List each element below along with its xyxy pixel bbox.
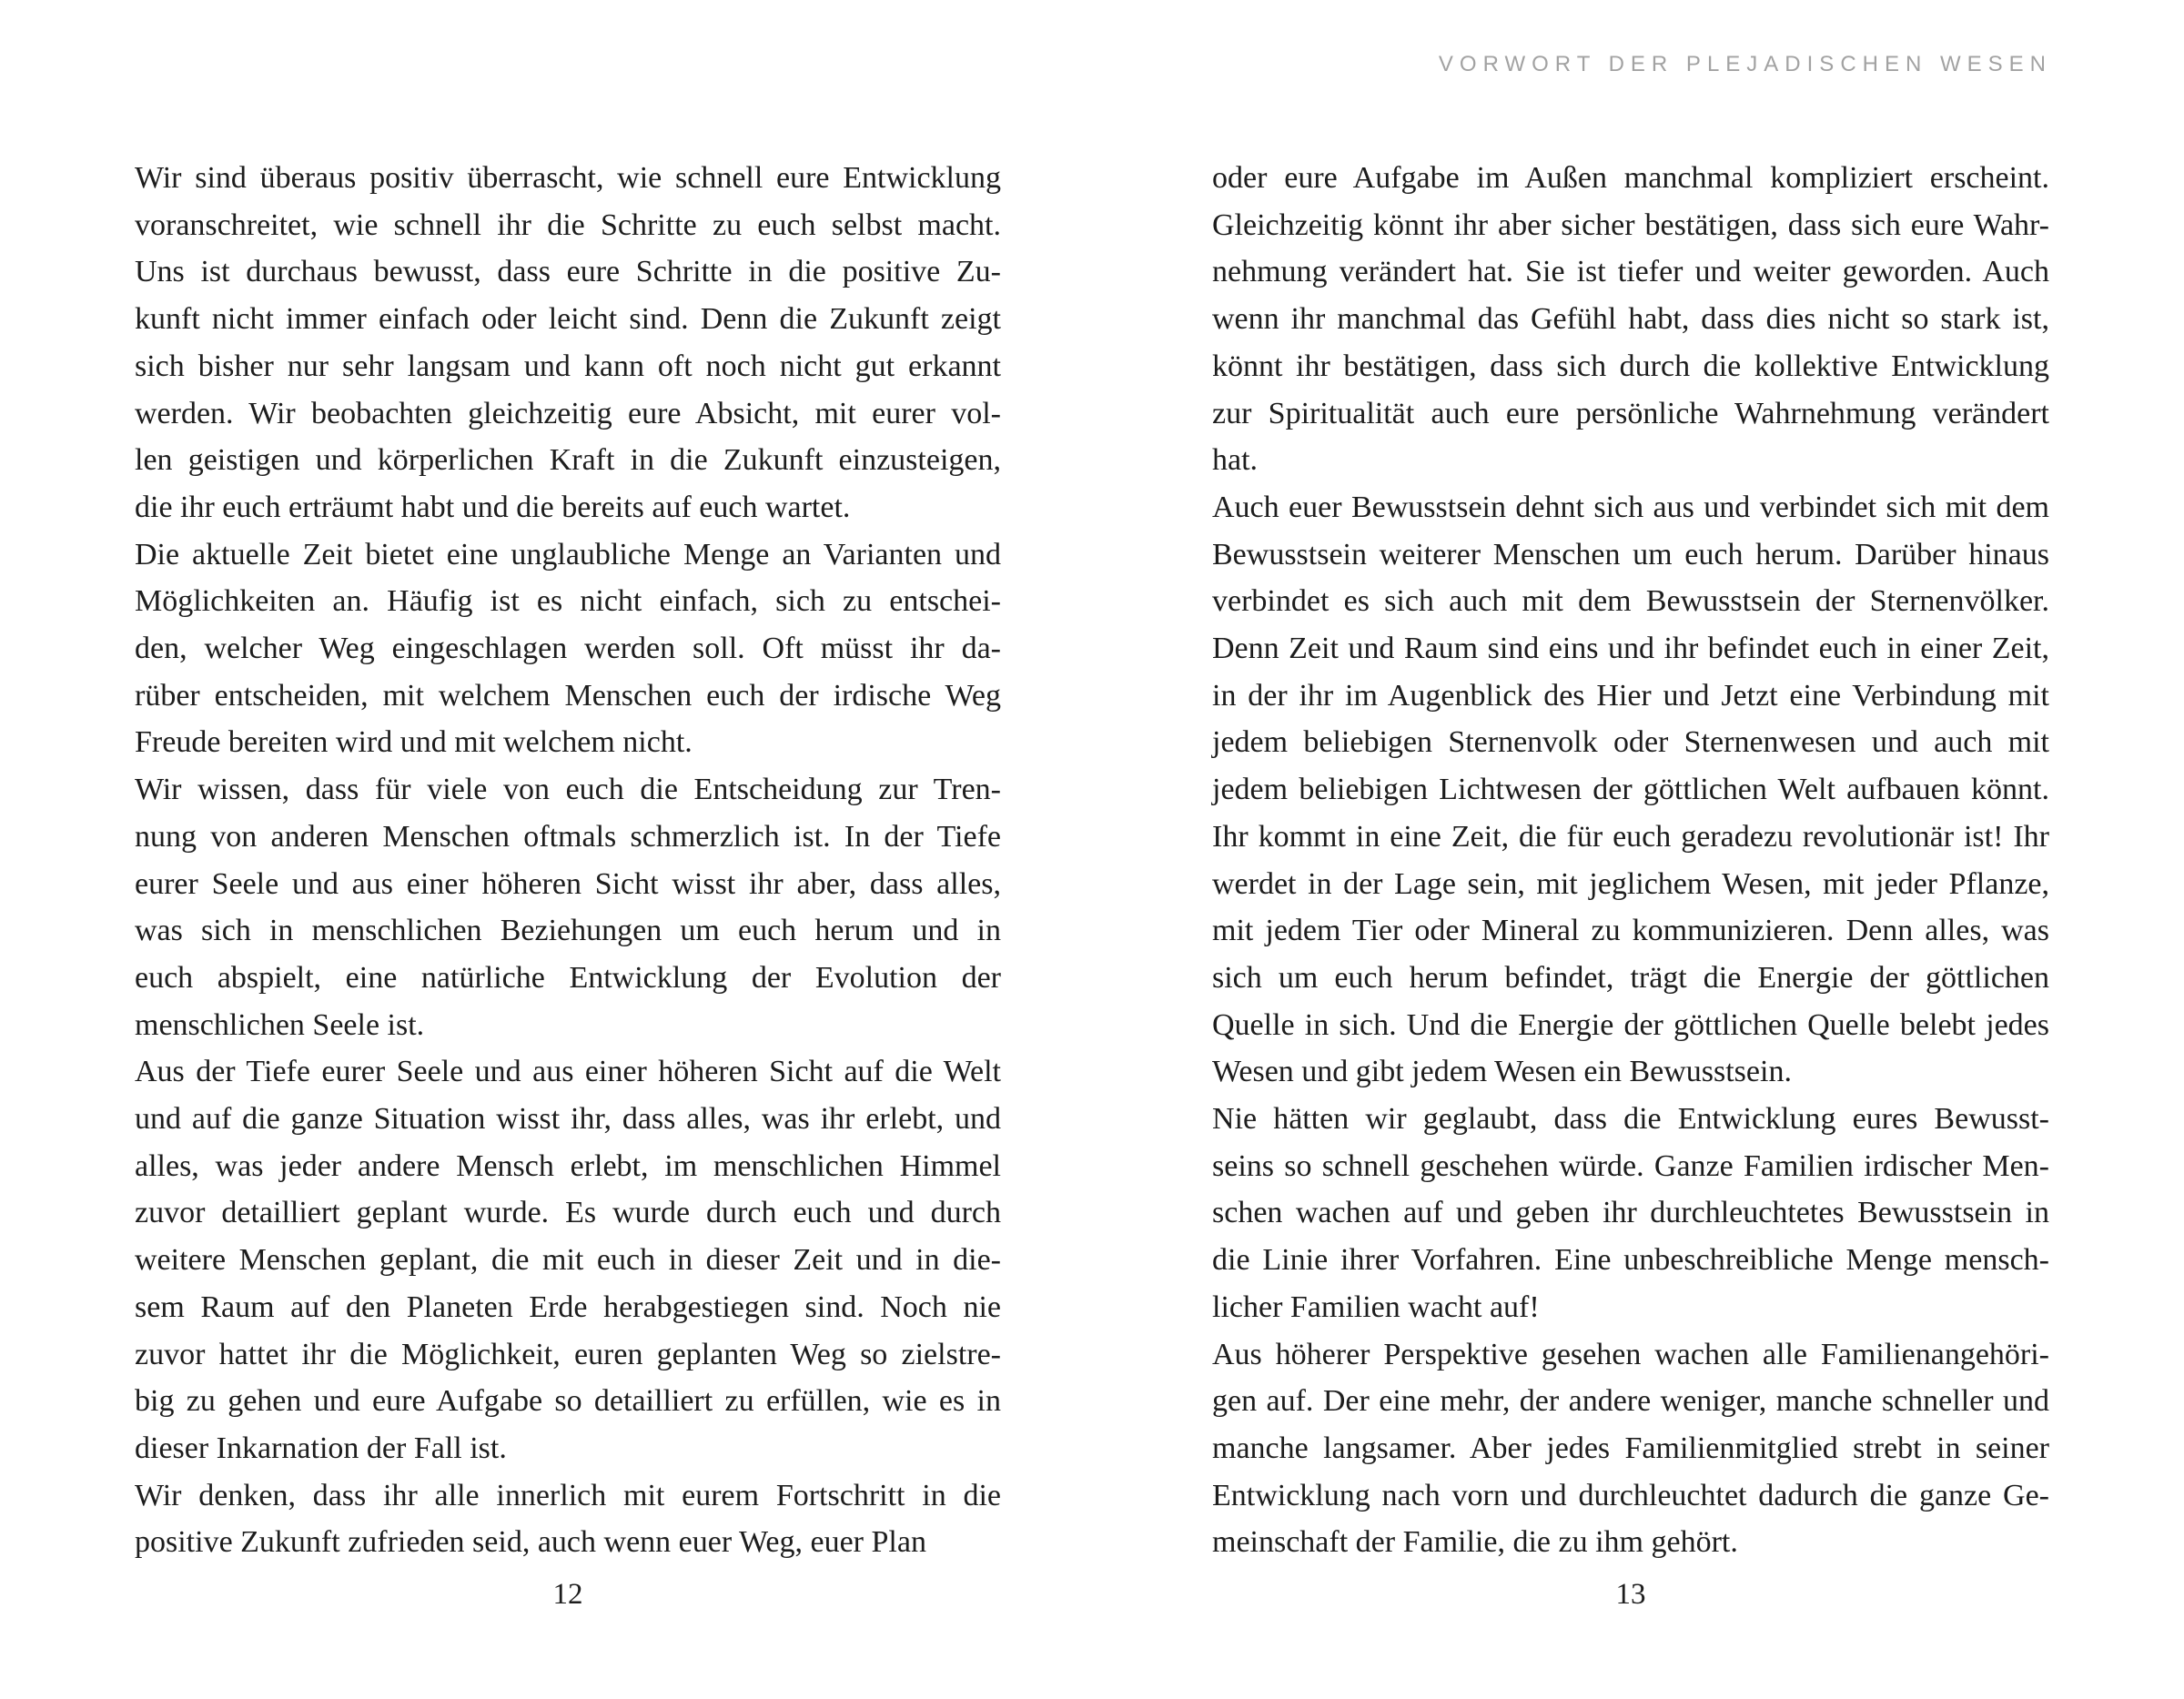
text-line: eurer Seele und aus einer höheren Sicht wisst ihr aber, dass alles, bbox=[135, 866, 1001, 901]
text-line: jedem beliebigen Sternenvolk oder Sternenwesen und auch mit bbox=[1212, 725, 2049, 760]
text-line: sem Raum auf den Planeten Erde herabgestiegen sind. Noch nie bbox=[135, 1289, 1001, 1324]
text-line: Aus der Tiefe eurer Seele und aus einer höheren Sicht auf die Welt bbox=[135, 1055, 1001, 1089]
running-header: VORWORT DER PLEJADISCHEN WESEN bbox=[1438, 52, 2052, 76]
text-line: in der ihr im Augenblick des Hier und Jetzt eine Verbindung mit bbox=[1212, 678, 2049, 713]
paragraph bbox=[1212, 484, 2049, 1096]
text-line: zuvor hattet ihr die Möglichkeit, euren geplanten Weg so zielstre- bbox=[135, 1337, 1001, 1371]
text-line: Nie hätten wir geglaubt, dass die Entwicklung eures Bewusst- bbox=[1212, 1102, 2049, 1137]
text-line: wenn ihr manchmal das Gefühl habt, dass dies nicht so stark ist, bbox=[1212, 302, 2049, 337]
text-line: Ihr kommt in eine Zeit, die für euch geradezu revolutionär ist! Ihr bbox=[1212, 819, 2049, 854]
paragraph bbox=[135, 531, 1001, 767]
text-line: seins so schnell geschehen würde. Ganze Familien irdischer Men- bbox=[1212, 1148, 2049, 1183]
text-line: meinschaft der Familie, die zu ihm gehört. bbox=[1212, 1525, 1738, 1560]
page-right-text-column bbox=[1212, 155, 2049, 1566]
text-line: die Linie ihrer Vorfahren. Eine unbeschreibliche Menge mensch- bbox=[1212, 1243, 2049, 1278]
text-line: big zu gehen und eure Aufgabe so detailliert zu erfüllen, wie es in bbox=[135, 1384, 1001, 1419]
paragraph bbox=[135, 1048, 1001, 1471]
text-line: und auf die ganze Situation wisst ihr, dass alles, was ihr erlebt, und bbox=[135, 1102, 1001, 1137]
text-line: Entwicklung nach vorn und durchleuchtet dadurch die ganze Ge- bbox=[1212, 1478, 2049, 1512]
text-line: rüber entscheiden, mit welchem Menschen euch der irdische Weg bbox=[135, 678, 1001, 713]
text-line: menschlichen Seele ist. bbox=[135, 1007, 425, 1042]
paragraph bbox=[1212, 1331, 2049, 1567]
text-line: voranschreitet, wie schnell ihr die Schritte zu euch selbst macht. bbox=[135, 207, 1001, 242]
text-line: positive Zukunft zufrieden seid, auch wenn euer Weg, euer Plan bbox=[135, 1525, 926, 1560]
text-line: dieser Inkarnation der Fall ist. bbox=[135, 1431, 507, 1465]
page-number-right: 13 bbox=[1615, 1578, 1646, 1611]
text-line: Wesen und gibt jedem Wesen ein Bewusstsein. bbox=[1212, 1055, 1792, 1089]
text-line: manche langsamer. Aber jedes Familienmitglied strebt in seiner bbox=[1212, 1431, 2049, 1465]
paragraph bbox=[1212, 155, 2049, 484]
text-line: Wir denken, dass ihr alle innerlich mit eurem Fortschritt in die bbox=[135, 1478, 1001, 1512]
text-line: schen wachen auf und geben ihr durchleuchtetes Bewusstsein in bbox=[1212, 1196, 2049, 1230]
text-line: hat. bbox=[1212, 443, 1259, 478]
text-line: könnt ihr bestätigen, dass sich durch die kollektive Entwicklung bbox=[1212, 349, 2049, 383]
text-line: Freude bereiten wird und mit welchem nicht. bbox=[135, 725, 693, 760]
text-line: jedem beliebigen Lichtwesen der göttlichen Welt aufbauen könnt. bbox=[1212, 773, 2049, 807]
text-line: Bewusstsein weiterer Menschen um euch herum. Darüber hinaus bbox=[1212, 537, 2049, 571]
text-line: licher Familien wacht auf! bbox=[1212, 1289, 1540, 1324]
text-line: zuvor detailliert geplant wurde. Es wurde durch euch und durch bbox=[135, 1196, 1001, 1230]
text-line: Auch euer Bewusstsein dehnt sich aus und verbindet sich mit dem bbox=[1212, 490, 2049, 524]
text-line: alles, was jeder andere Mensch erlebt, im menschlichen Himmel bbox=[135, 1148, 1001, 1183]
text-line: werden. Wir beobachten gleichzeitig eure Absicht, mit eurer vol- bbox=[135, 396, 1001, 430]
text-line: mit jedem Tier oder Mineral zu kommunizieren. Denn alles, was bbox=[1212, 914, 2049, 948]
text-line: zur Spiritualität auch eure persönliche Wahrnehmung verändert bbox=[1212, 396, 2049, 430]
text-line: verbindet es sich auch mit dem Bewusstsein der Sternenvölker. bbox=[1212, 584, 2049, 619]
text-line: gen auf. Der eine mehr, der andere weniger, manche schneller und bbox=[1212, 1384, 2049, 1419]
text-line: oder eure Aufgabe im Außen manchmal kompliziert erscheint. bbox=[1212, 161, 2049, 195]
text-line: Wir wissen, dass für viele von euch die Entscheidung zur Tren- bbox=[135, 773, 1001, 807]
text-line: weitere Menschen geplant, die mit euch in dieser Zeit und in die- bbox=[135, 1243, 1001, 1278]
text-line: Aus höherer Perspektive gesehen wachen alle Familienangehöri- bbox=[1212, 1337, 2049, 1371]
page-left-text-column bbox=[135, 155, 1001, 1566]
text-line: len geistigen und körperlichen Kraft in die Zukunft einzusteigen, bbox=[135, 443, 1001, 478]
text-line: euch abspielt, eine natürliche Entwicklung der Evolution der bbox=[135, 960, 1001, 995]
text-line: sich bisher nur sehr langsam und kann oft noch nicht gut erkannt bbox=[135, 349, 1001, 383]
text-line: Die aktuelle Zeit bietet eine unglaubliche Menge an Varianten und bbox=[135, 537, 1001, 571]
text-line: Wir sind überaus positiv überrascht, wie schnell eure Entwicklung bbox=[135, 161, 1001, 195]
text-line: nehmung verändert hat. Sie ist tiefer und weiter geworden. Auch bbox=[1212, 255, 2049, 289]
text-line: kunft nicht immer einfach oder leicht sind. Denn die Zukunft zeigt bbox=[135, 302, 1001, 337]
text-line: was sich in menschlichen Beziehungen um euch herum und in bbox=[135, 914, 1001, 948]
text-line: Denn Zeit und Raum sind eins und ihr befindet euch in einer Zeit, bbox=[1212, 632, 2049, 666]
paragraph bbox=[1212, 1096, 2049, 1331]
text-line: Gleichzeitig könnt ihr aber sicher bestätigen, dass sich eure Wahr- bbox=[1212, 207, 2049, 242]
text-line: werdet in der Lage sein, mit jeglichem Wesen, mit jeder Pflanze, bbox=[1212, 866, 2049, 901]
page-number-left: 12 bbox=[552, 1578, 583, 1611]
paragraph bbox=[135, 155, 1001, 531]
text-line: den, welcher Weg eingeschlagen werden soll. Oft müsst ihr da- bbox=[135, 632, 1001, 666]
text-line: Möglichkeiten an. Häufig ist es nicht einfach, sich zu entschei- bbox=[135, 584, 1001, 619]
text-line: Quelle in sich. Und die Energie der göttlichen Quelle belebt jedes bbox=[1212, 1007, 2049, 1042]
paragraph bbox=[135, 1472, 1001, 1566]
text-line: nung von anderen Menschen oftmals schmerzlich ist. In der Tiefe bbox=[135, 819, 1001, 854]
paragraph bbox=[135, 766, 1001, 1048]
text-line: die ihr euch erträumt habt und die bereits auf euch wartet. bbox=[135, 490, 851, 524]
text-line: Uns ist durchaus bewusst, dass eure Schritte in die positive Zu- bbox=[135, 255, 1001, 289]
text-line: sich um euch herum befindet, trägt die Energie der göttlichen bbox=[1212, 960, 2049, 995]
